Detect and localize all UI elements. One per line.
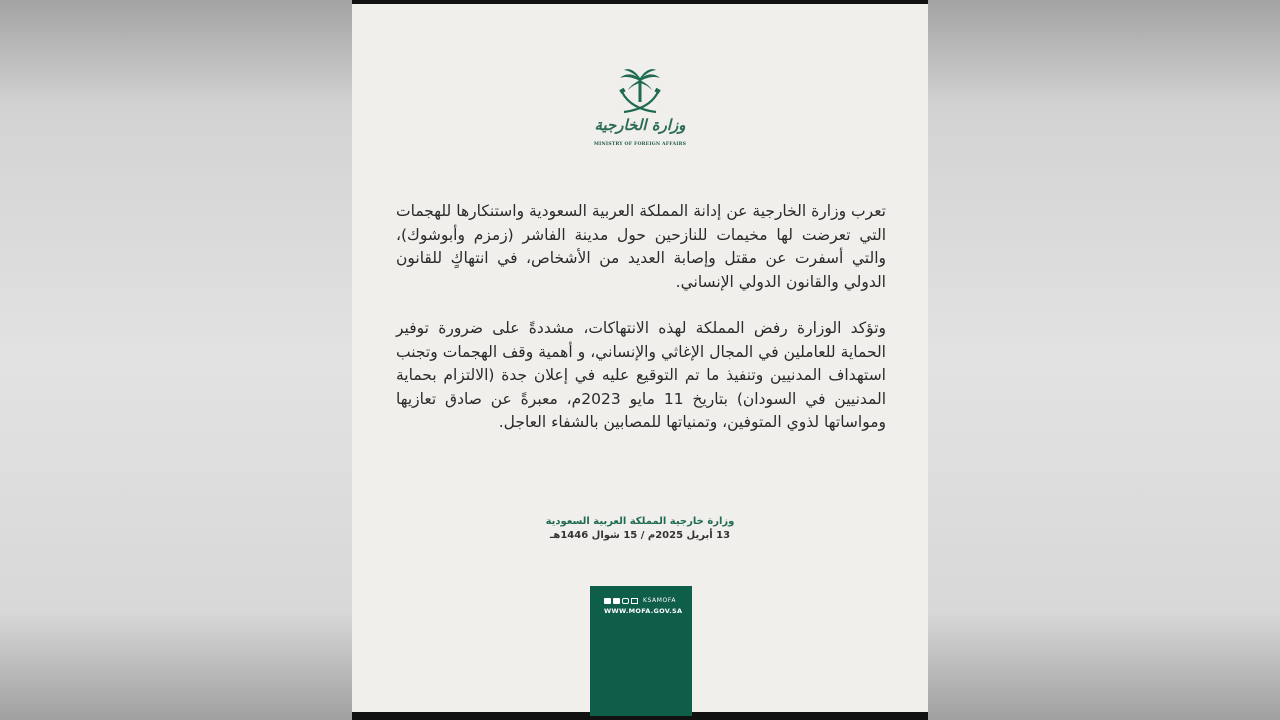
facebook-icon[interactable]: [613, 598, 620, 604]
statement-body: [396, 200, 886, 435]
social-icons-row: [604, 597, 676, 604]
statement-paragraph-1: تعرب وزارة الخارجية عن إدانة المملكة العربية السعودية واستنكارها للهجمات التي تعرضت لها مخيمات للنازحين حول مدينة الفاشر (زمزم وأبوشوك)، والتي أسفرت عن مقتل وإصابة العديد من الأشخاص، في انتهاكٍ للقانون الدولي والقانون الدولي الإنساني.: [396, 202, 886, 291]
website-link[interactable]: WWW.MOFA.GOV.SA: [604, 607, 683, 615]
ministry-name-english: MINISTRY OF FOREIGN AFFAIRS: [593, 142, 687, 147]
statement-paragraph-2: وتؤكد الوزارة رفض المملكة لهذه الانتهاكات، مشددةً على ضرورة توفير الحماية للعاملين في المجال الإغاثي والإنساني، و أهمية وقف الهجمات وتجنب استهداف المدنيين وتنفيذ ما تم التوقيع عليه في إعلان جدة (الالتزام بحماية المدنيين في السودان) بتاريخ 11 مايو 2023م، معبرةً عن صادق تعازيها ومواساتها لذوي المتوفين، وتمنياتها للمصابين بالشفاء العاجل.: [396, 319, 887, 431]
instagram-icon[interactable]: [622, 598, 629, 604]
footer-brand-box: [590, 586, 692, 716]
ministry-name-arabic: وزارة الخارجية: [594, 116, 686, 134]
saudi-emblem-icon: [610, 68, 670, 116]
statement-document: [352, 0, 928, 720]
signature-block: [532, 515, 748, 543]
issue-date: 13 أبريل 2025م / 15 شوال 1446هـ: [549, 530, 731, 541]
blurred-background-left: [0, 0, 352, 720]
social-handle: KSAMOFA: [643, 597, 677, 604]
blurred-background-right: [928, 0, 1280, 720]
youtube-icon[interactable]: [604, 598, 611, 604]
issuer-name: وزارة خارجية المملكة العربية السعودية: [545, 516, 735, 527]
x-icon[interactable]: [631, 598, 638, 604]
